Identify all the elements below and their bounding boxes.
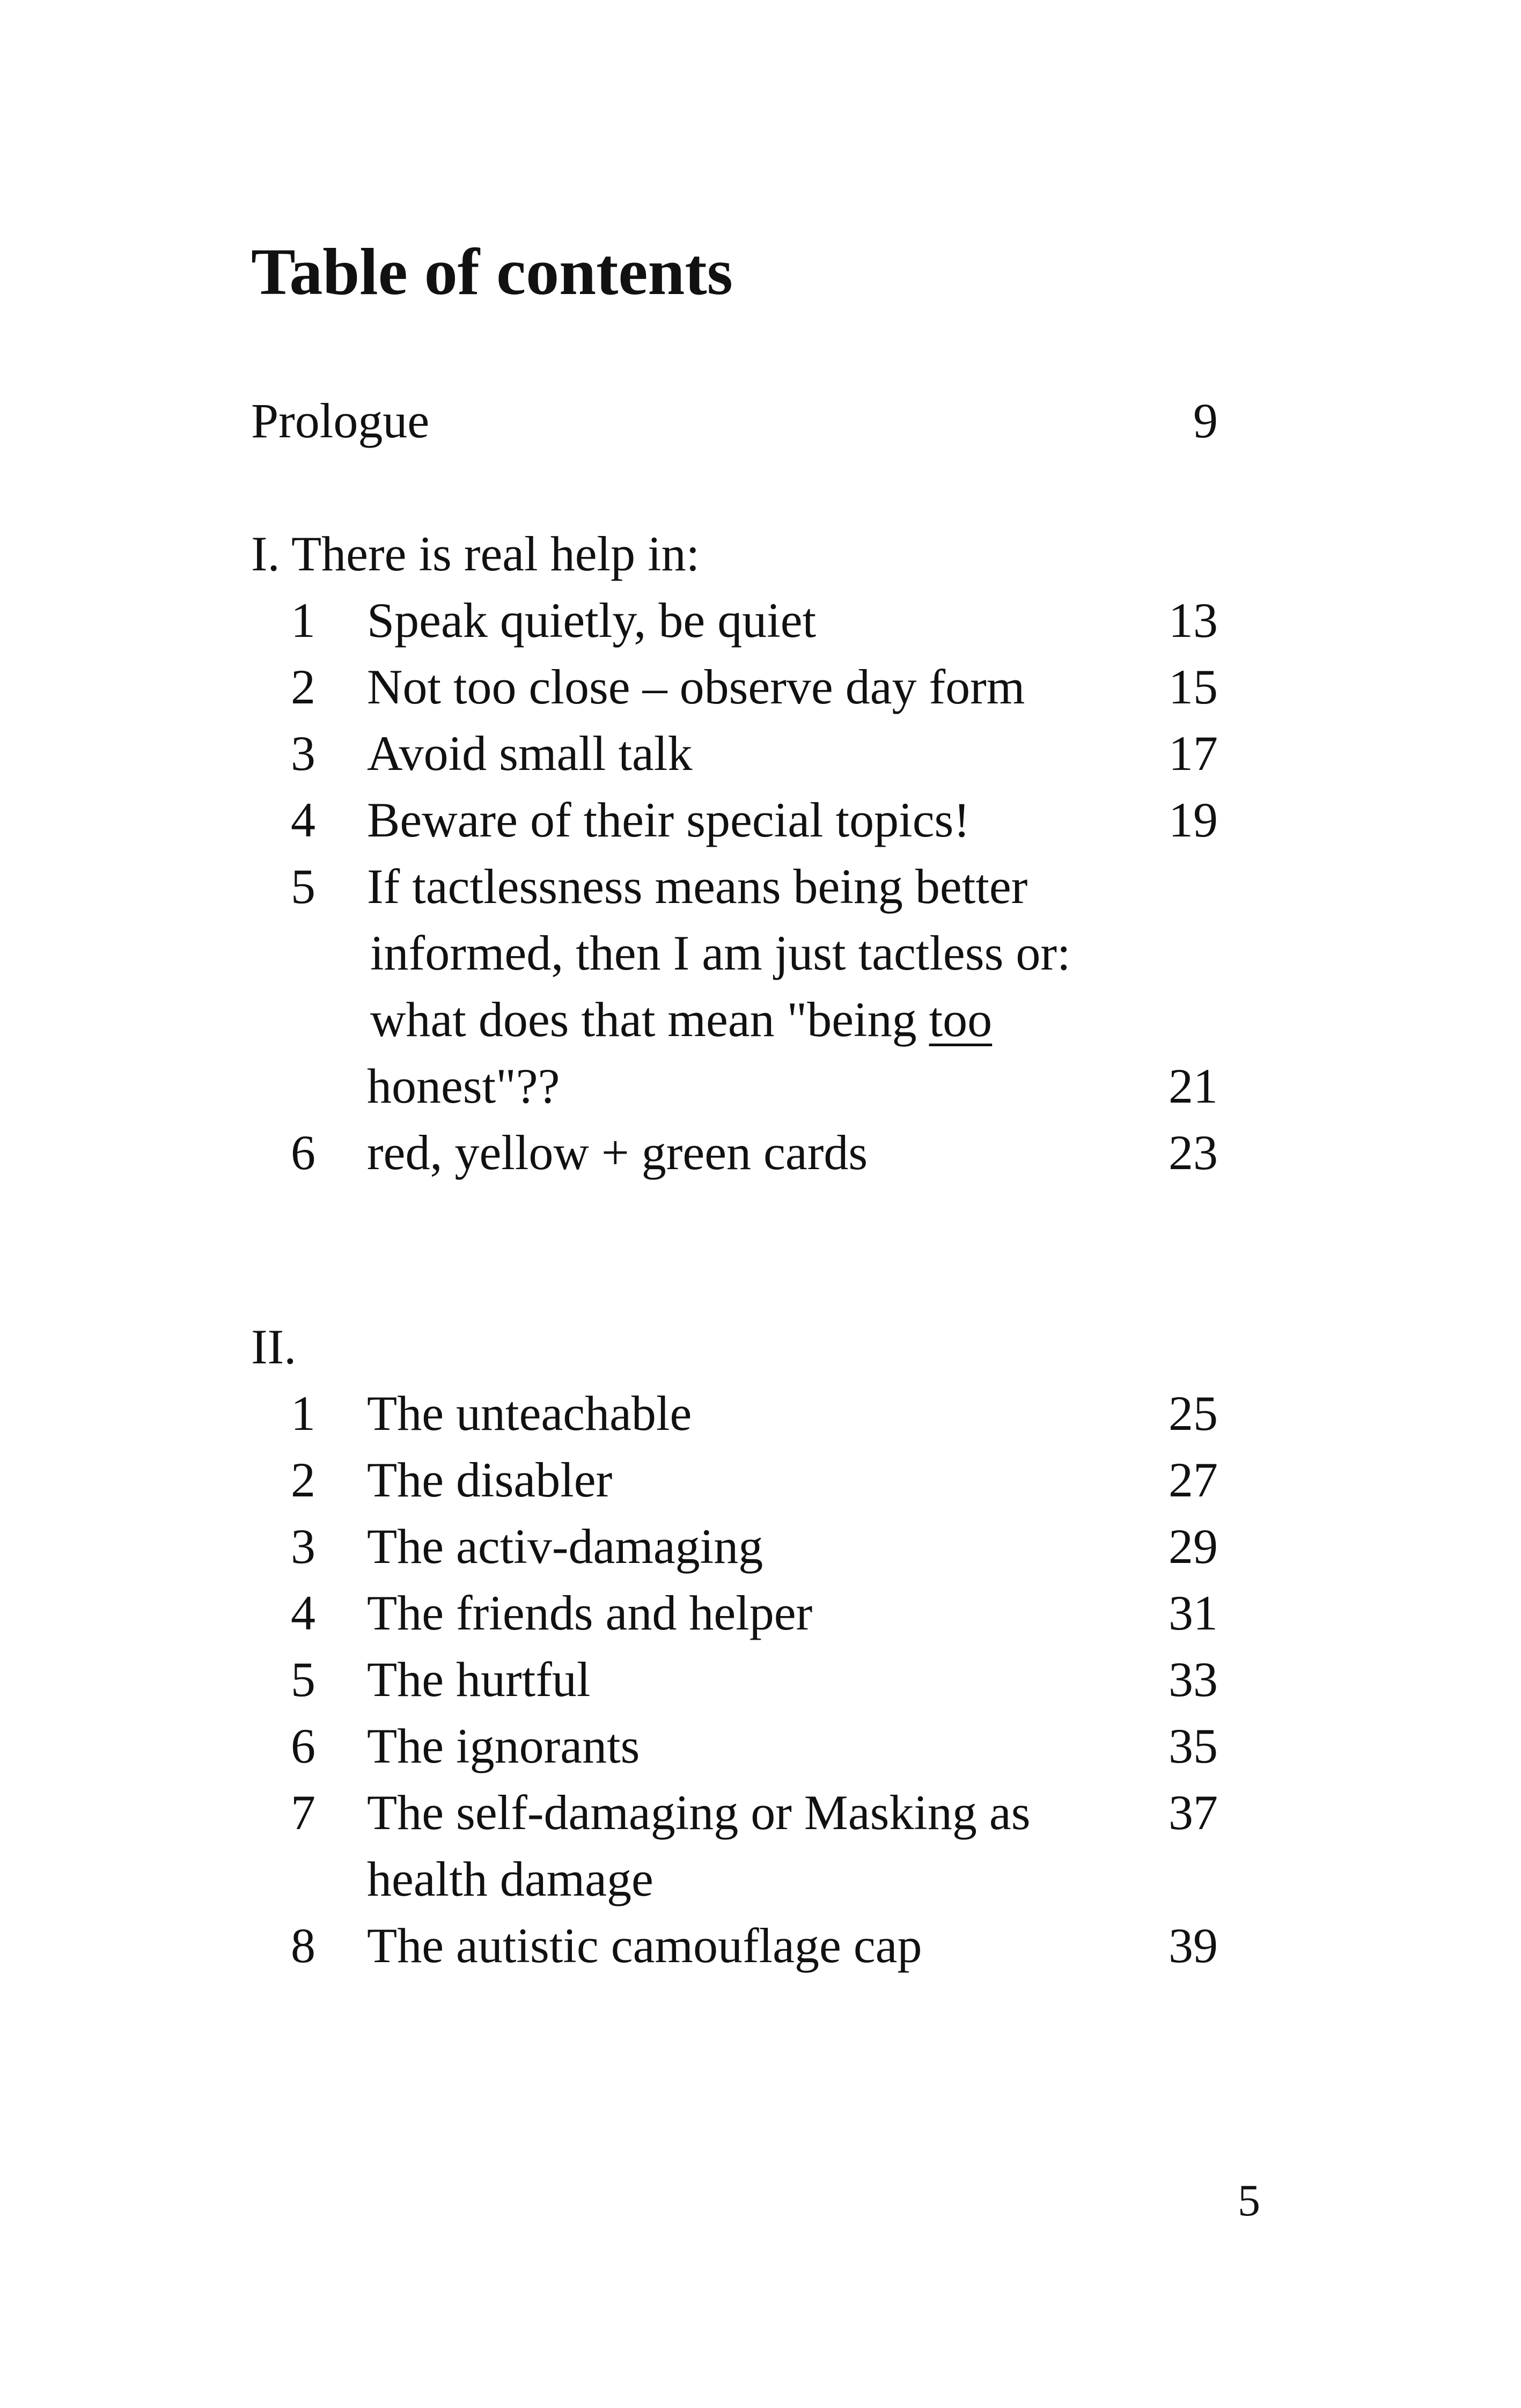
toc-entry-page: 13: [1169, 593, 1218, 648]
toc-entry: [251, 853, 1218, 920]
toc-entry-label: The ignorants: [367, 1719, 640, 1773]
toc-entry-continuation: [251, 1846, 1218, 1912]
toc-entry: [251, 1119, 1218, 1186]
toc-entry-label: The friends and helper: [367, 1585, 813, 1640]
toc-entry: [251, 1779, 1218, 1846]
toc-entry-label-line: health damage: [367, 1852, 653, 1906]
toc-entry-number: 8: [291, 1918, 315, 1973]
toc-entry-page: 15: [1169, 659, 1218, 714]
underlined-word: too: [929, 992, 993, 1047]
toc-entry-continuation: [251, 1053, 1218, 1119]
toc-entry-label-line: honest"??: [367, 1059, 560, 1113]
toc-entry: [251, 1580, 1218, 1646]
section-heading-part2: [251, 1313, 1218, 1380]
page-number: 5: [1238, 2176, 1260, 2226]
toc-entry-page: 27: [1169, 1452, 1218, 1507]
toc-entry-label: Beware of their special topics!: [367, 792, 970, 847]
toc-entry-page: 31: [1169, 1585, 1218, 1640]
toc-entry-page: 23: [1169, 1125, 1218, 1180]
toc-entry-continuation: [251, 920, 1218, 986]
toc-entry-label: Prologue: [251, 393, 430, 448]
toc-entry-page: 25: [1169, 1386, 1218, 1441]
toc-entry-label: The unteachable: [367, 1386, 692, 1441]
toc-entry-number: 1: [291, 593, 315, 648]
toc-entry: [251, 720, 1218, 787]
toc-entry: [251, 1513, 1218, 1580]
toc-entry-number: 1: [291, 1386, 315, 1441]
toc-entry-page: 33: [1169, 1652, 1218, 1707]
toc-entry-number: 6: [291, 1719, 315, 1773]
toc-entry-continuation: [251, 986, 1218, 1053]
toc-entry-label: The disabler: [367, 1452, 613, 1507]
toc-entry-number: 4: [291, 792, 315, 847]
toc-entry-label: red, yellow + green cards: [367, 1125, 868, 1180]
page-title: Table of contents: [251, 235, 733, 309]
toc-entry-label-line: [370, 986, 992, 1053]
toc-entry-page: 37: [1169, 1785, 1218, 1840]
toc-entry-label: Not too close – observe day form: [367, 659, 1025, 714]
toc-entry-page: 29: [1169, 1519, 1218, 1574]
section-heading-label: II.: [251, 1319, 297, 1374]
toc-entry-prologue: [251, 387, 1218, 454]
toc-entry-number: 6: [291, 1125, 315, 1180]
toc-entry-number: 2: [291, 1452, 315, 1507]
toc-entry-number: 2: [291, 659, 315, 714]
toc-entry-label-line: informed, then I am just tactless or:: [370, 926, 1071, 980]
toc-entry-page: 9: [1193, 393, 1218, 448]
toc-entry-number: 5: [291, 859, 315, 914]
toc-entry-label: The activ-damaging: [367, 1519, 763, 1574]
toc-entry-page: 39: [1169, 1918, 1218, 1973]
section-heading-part1: [251, 520, 1218, 587]
toc-entry-number: 5: [291, 1652, 315, 1707]
toc-entry-label: The autistic camouflage cap: [367, 1918, 922, 1973]
toc-entry: [251, 1912, 1218, 1979]
toc-entry: [251, 587, 1218, 654]
toc-entry: [251, 1380, 1218, 1447]
toc-entry: [251, 1713, 1218, 1779]
toc-entry: [251, 787, 1218, 853]
toc-entry-number: 3: [291, 726, 315, 781]
toc-entry-number: 7: [291, 1785, 315, 1840]
toc-entry-label-line: If tactlessness means being better: [367, 859, 1028, 914]
toc-entry: [251, 1447, 1218, 1513]
toc-entry-page: 19: [1169, 792, 1218, 847]
section-heading-label: I. There is real help in:: [251, 526, 700, 581]
toc-entry: [251, 654, 1218, 720]
toc-entry-label: Speak quietly, be quiet: [367, 593, 817, 648]
toc-entry-label: The hurtful: [367, 1652, 591, 1707]
toc-entry-page: 35: [1169, 1719, 1218, 1773]
toc-entry-number: 4: [291, 1585, 315, 1640]
toc-entry: [251, 1646, 1218, 1713]
toc-entry-number: 3: [291, 1519, 315, 1574]
toc-entry-page: 21: [1169, 1059, 1218, 1113]
toc-entry-label-text: what does that mean "being: [370, 992, 929, 1047]
toc-entry-label: Avoid small talk: [367, 726, 693, 781]
toc-entry-label-line: The self-damaging or Masking as: [367, 1785, 1031, 1840]
toc-entry-page: 17: [1169, 726, 1218, 781]
